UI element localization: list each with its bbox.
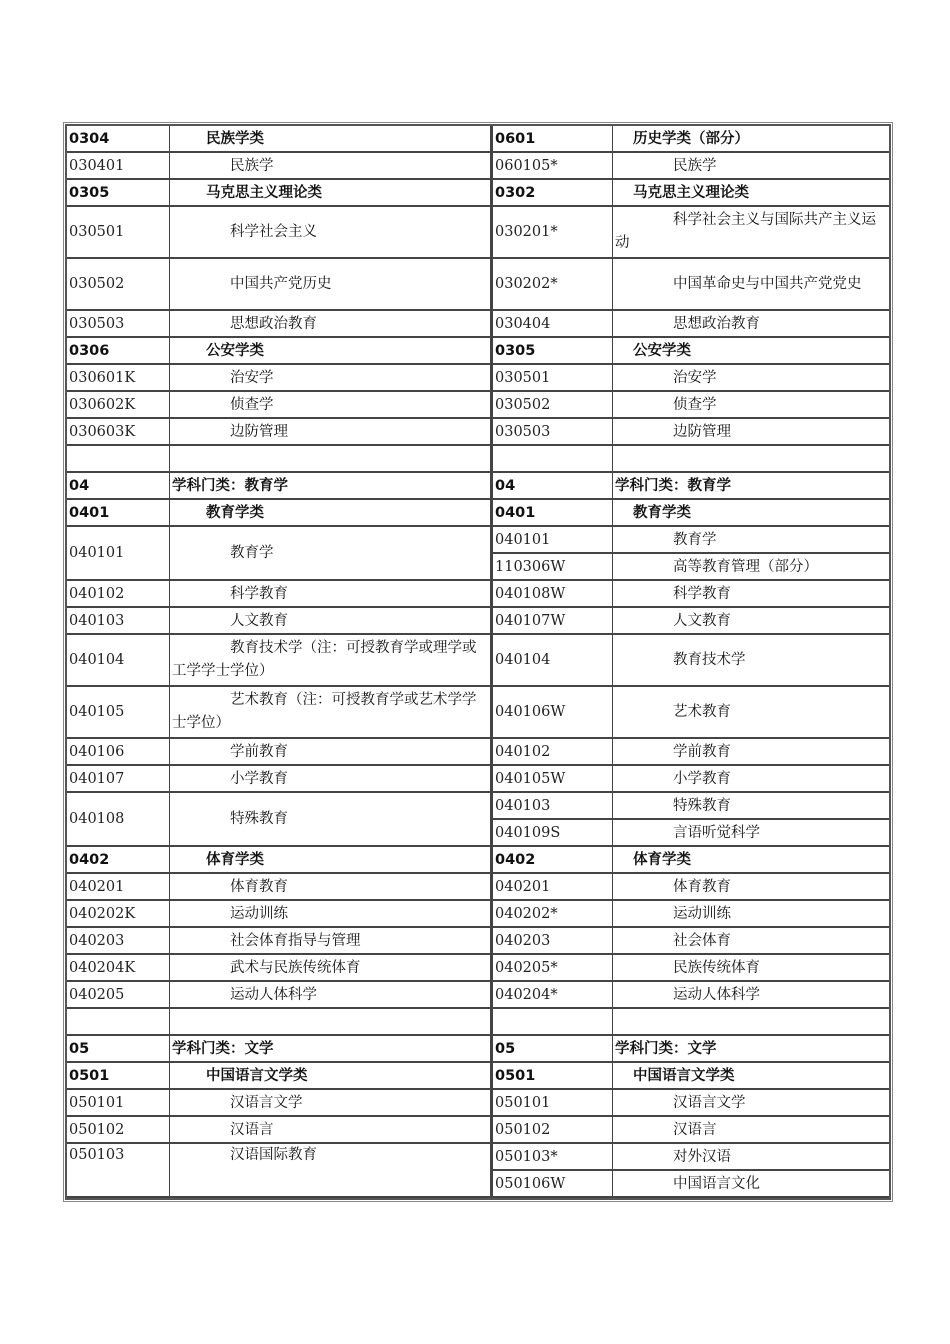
table-row [67,500,889,527]
old-code-cell: 030602K [67,392,170,419]
new-name-cell: 特殊教育 [613,793,889,820]
new-name-cell: 学科门类：教育学 [613,473,889,500]
new-name-cell: 艺术教育 [613,687,889,739]
table-row [67,581,889,608]
table-row [67,766,889,793]
old-code-cell: 040204K [67,955,170,982]
new-name-cell: 边防管理 [613,419,889,446]
table-row [67,259,889,311]
new-name-cell: 教育学类 [613,500,889,527]
old-code-cell: 030501 [67,207,170,259]
old-name-cell: 学科门类：教育学 [170,473,491,500]
old-code-cell: 050101 [67,1090,170,1117]
new-name-cell: 中国革命史与中国共产党党史 [613,259,889,311]
new-code-cell: 040201 [491,874,613,901]
old-name-cell: 汉语国际教育 [170,1144,491,1198]
new-code-cell: 04 [491,473,613,500]
new-name-cell: 思想政治教育 [613,311,889,338]
old-name-cell: 民族学 [170,153,491,180]
new-code-cell: 0601 [491,126,613,153]
old-code-cell: 0401 [67,500,170,527]
new-code-cell: 0401 [491,500,613,527]
new-code-cell: 050102 [491,1117,613,1144]
new-name-cell: 体育学类 [613,847,889,874]
old-name-cell: 中国共产党历史 [170,259,491,311]
table-row [67,207,889,259]
old-name-cell: 运动训练 [170,901,491,928]
old-code-cell: 040201 [67,874,170,901]
table-row [67,874,889,901]
old-name-cell: 马克思主义理论类 [170,180,491,207]
old-code-cell: 040101 [67,527,170,581]
new-code-cell: 040109S [491,820,613,847]
old-name-cell: 治安学 [170,365,491,392]
old-name-cell: 公安学类 [170,338,491,365]
old-code-cell: 040106 [67,739,170,766]
new-code-cell: 0402 [491,847,613,874]
table-row [67,901,889,928]
old-code-cell: 0402 [67,847,170,874]
table-row [67,687,889,739]
old-code-cell: 030503 [67,311,170,338]
old-code-cell: 040102 [67,581,170,608]
old-name-cell: 小学教育 [170,766,491,793]
old-name-cell: 体育学类 [170,847,491,874]
old-name-cell: 科学社会主义 [170,207,491,259]
new-name-cell: 小学教育 [613,766,889,793]
table-row [67,311,889,338]
table-row [67,419,889,446]
table-row [67,1090,889,1117]
old-name-cell: 特殊教育 [170,793,491,847]
table-row [67,635,889,687]
table-row [67,982,889,1009]
blank-cell [67,446,170,473]
table-row [67,847,889,874]
old-name-cell: 边防管理 [170,419,491,446]
old-code-cell: 05 [67,1036,170,1063]
new-name-cell: 教育学 [613,527,889,554]
table-row [67,527,889,554]
new-code-cell: 030202* [491,259,613,311]
new-code-cell: 040107W [491,608,613,635]
new-code-cell: 040106W [491,687,613,739]
new-code-cell: 030503 [491,419,613,446]
new-code-cell: 060105* [491,153,613,180]
old-name-cell: 运动人体科学 [170,982,491,1009]
table-row [67,473,889,500]
old-name-cell: 中国语言文学类 [170,1063,491,1090]
table-row [67,793,889,820]
new-name-cell: 马克思主义理论类 [613,180,889,207]
old-code-cell: 0305 [67,180,170,207]
old-name-cell: 艺术教育（注：可授教育学或艺术学学士学位） [170,687,491,739]
blank-cell [613,1009,889,1036]
new-name-cell: 言语听觉科学 [613,820,889,847]
new-code-cell: 030501 [491,365,613,392]
old-name-cell: 民族学类 [170,126,491,153]
table-row [67,1036,889,1063]
table-row [67,338,889,365]
new-name-cell: 科学社会主义与国际共产主义运动 [613,207,889,259]
table-row [67,955,889,982]
new-code-cell: 040104 [491,635,613,687]
new-name-cell: 教育技术学 [613,635,889,687]
new-name-cell: 中国语言文化 [613,1171,889,1198]
old-name-cell: 汉语言 [170,1117,491,1144]
new-code-cell: 050103* [491,1144,613,1171]
old-code-cell: 030603K [67,419,170,446]
new-code-cell: 05 [491,1036,613,1063]
blank-row [67,446,889,473]
table-row [67,126,889,153]
old-code-cell: 050103 [67,1144,170,1198]
old-name-cell: 社会体育指导与管理 [170,928,491,955]
old-code-cell: 0304 [67,126,170,153]
table-row [67,739,889,766]
new-code-cell: 050101 [491,1090,613,1117]
old-code-cell: 040104 [67,635,170,687]
new-name-cell: 民族传统体育 [613,955,889,982]
old-name-cell: 教育技术学（注：可授教育学或理学或工学学士学位） [170,635,491,687]
old-code-cell: 040205 [67,982,170,1009]
new-name-cell: 汉语言文学 [613,1090,889,1117]
old-name-cell: 思想政治教育 [170,311,491,338]
old-code-cell: 030401 [67,153,170,180]
blank-cell [491,1009,613,1036]
new-code-cell: 040105W [491,766,613,793]
new-name-cell: 治安学 [613,365,889,392]
old-name-cell: 学前教育 [170,739,491,766]
new-name-cell: 体育教育 [613,874,889,901]
blank-cell [170,446,491,473]
new-name-cell: 运动训练 [613,901,889,928]
old-name-cell: 侦查学 [170,392,491,419]
old-name-cell: 学科门类：文学 [170,1036,491,1063]
blank-cell [491,446,613,473]
old-name-cell: 教育学类 [170,500,491,527]
old-code-cell: 040202K [67,901,170,928]
table-row [67,153,889,180]
new-code-cell: 040103 [491,793,613,820]
table-row [67,392,889,419]
old-name-cell: 科学教育 [170,581,491,608]
new-code-cell: 030404 [491,311,613,338]
new-code-cell: 0305 [491,338,613,365]
new-code-cell: 040202* [491,901,613,928]
old-code-cell: 0306 [67,338,170,365]
old-code-cell: 040105 [67,687,170,739]
new-code-cell: 0302 [491,180,613,207]
new-code-cell: 030502 [491,392,613,419]
new-name-cell: 汉语言 [613,1117,889,1144]
table-row [67,608,889,635]
table-row [67,1144,889,1171]
old-name-cell: 教育学 [170,527,491,581]
new-code-cell: 040101 [491,527,613,554]
blank-cell [170,1009,491,1036]
blank-cell [613,446,889,473]
old-code-cell: 030601K [67,365,170,392]
old-code-cell: 040107 [67,766,170,793]
table-row [67,928,889,955]
blank-row [67,1009,889,1036]
old-code-cell: 050102 [67,1117,170,1144]
old-code-cell: 04 [67,473,170,500]
new-name-cell: 社会体育 [613,928,889,955]
new-code-cell: 040203 [491,928,613,955]
new-name-cell: 运动人体科学 [613,982,889,1009]
table-row [67,1117,889,1144]
new-code-cell: 040205* [491,955,613,982]
new-code-cell: 0501 [491,1063,613,1090]
old-code-cell: 040103 [67,608,170,635]
old-name-cell: 体育教育 [170,874,491,901]
new-name-cell: 科学教育 [613,581,889,608]
old-name-cell: 武术与民族传统体育 [170,955,491,982]
new-name-cell: 侦查学 [613,392,889,419]
old-code-cell: 030502 [67,259,170,311]
new-code-cell: 040204* [491,982,613,1009]
new-name-cell: 民族学 [613,153,889,180]
new-code-cell: 110306W [491,554,613,581]
new-name-cell: 学科门类：文学 [613,1036,889,1063]
table-row [67,180,889,207]
new-code-cell: 050106W [491,1171,613,1198]
table-row [67,365,889,392]
new-name-cell: 历史学类（部分） [613,126,889,153]
old-code-cell: 040108 [67,793,170,847]
new-name-cell: 高等教育管理（部分） [613,554,889,581]
old-name-cell: 人文教育 [170,608,491,635]
new-name-cell: 公安学类 [613,338,889,365]
old-code-cell: 040203 [67,928,170,955]
new-code-cell: 040102 [491,739,613,766]
new-code-cell: 030201* [491,207,613,259]
table-row [67,1063,889,1090]
old-code-cell: 0501 [67,1063,170,1090]
new-name-cell: 学前教育 [613,739,889,766]
major-mapping-table [65,124,891,1200]
new-name-cell: 对外汉语 [613,1144,889,1171]
blank-cell [67,1009,170,1036]
new-name-cell: 人文教育 [613,608,889,635]
new-name-cell: 中国语言文学类 [613,1063,889,1090]
old-name-cell: 汉语言文学 [170,1090,491,1117]
new-code-cell: 040108W [491,581,613,608]
